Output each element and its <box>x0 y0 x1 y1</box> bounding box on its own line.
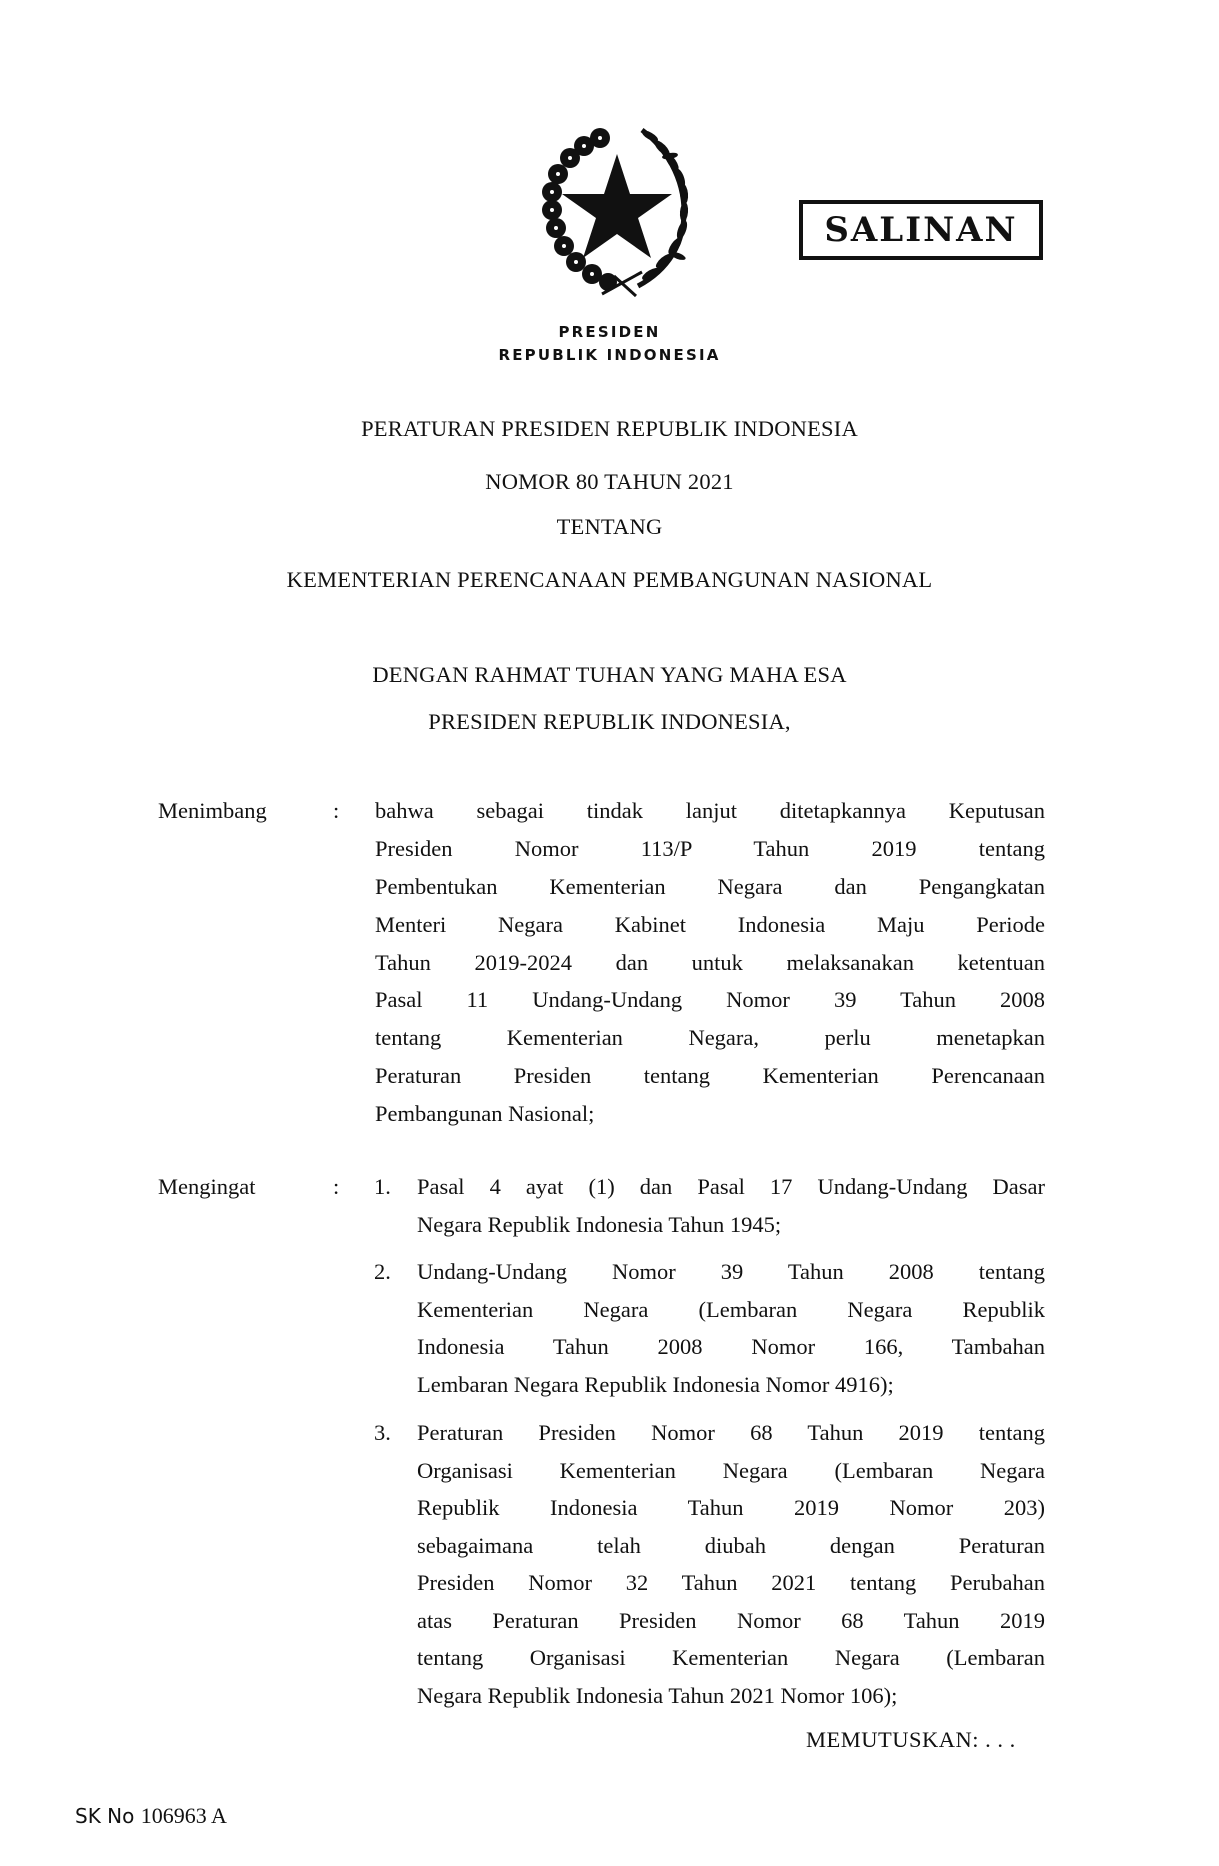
mengingat-item-2 <box>417 1258 1045 1408</box>
mengingat-item-number: 1. <box>374 1174 391 1199</box>
mengingat-line: Undang-Undang Nomor 39 Tahun 2008 tentang <box>417 1259 1045 1284</box>
mengingat-line: Kementerian Negara (Lembaran Negara Republik <box>417 1296 1045 1322</box>
office-header-republic: REPUBLIK INDONESIA <box>498 346 721 364</box>
menimbang-line: tentang Kementerian Negara, perlu menetapkan <box>375 1025 1045 1051</box>
mengingat-colon: : <box>333 1174 340 1199</box>
mengingat-item-1 <box>417 1173 1045 1248</box>
menimbang-line: Menteri Negara Kabinet Indonesia Maju Periode <box>375 911 1045 937</box>
mengingat-item-3 <box>417 1419 1045 1719</box>
mengingat-line: Peraturan Presiden Nomor 68 Tahun 2019 tentang <box>417 1420 1045 1445</box>
office-header-president: PRESIDEN <box>558 323 661 341</box>
mengingat-item-number: 2. <box>374 1259 391 1284</box>
mengingat-line: Negara Republik Indonesia Tahun 1945; <box>417 1211 782 1237</box>
menimbang-line: Presiden Nomor 113/P Tahun 2019 tentang <box>375 835 1045 861</box>
menimbang-line: bahwa sebagai tindak lanjut ditetapkannya Keputusan <box>375 798 1045 823</box>
sk-prefix: SK No <box>75 1804 135 1828</box>
menimbang-colon: : <box>333 798 340 823</box>
presidential-emblem-icon <box>538 126 694 298</box>
menimbang-line: Pembentukan Kementerian Negara dan Pengangkatan <box>375 873 1045 899</box>
regulation-type: PERATURAN PRESIDEN REPUBLIK INDONESIA <box>361 416 858 441</box>
regulation-number: NOMOR 80 TAHUN 2021 <box>485 469 734 494</box>
mengingat-label: Mengingat <box>158 1174 256 1199</box>
mengingat-line: Lembaran Negara Republik Indonesia Nomor 4916); <box>417 1371 894 1397</box>
mengingat-line: tentang Organisasi Kementerian Negara (Lembaran <box>417 1645 1045 1670</box>
mengingat-line: Presiden Nomor 32 Tahun 2021 tentang Perubahan <box>417 1570 1045 1595</box>
sk-number <box>75 1803 227 1829</box>
menimbang-line: Pembangunan Nasional; <box>375 1101 595 1127</box>
mengingat-line: Organisasi Kementerian Negara (Lembaran Negara <box>417 1457 1045 1483</box>
mengingat-line: atas Peraturan Presiden Nomor 68 Tahun 2019 <box>417 1607 1045 1633</box>
mengingat-line: Negara Republik Indonesia Tahun 2021 Nomor 106); <box>417 1682 898 1708</box>
mengingat-line: Republik Indonesia Tahun 2019 Nomor 203) <box>417 1495 1045 1520</box>
menimbang-line: Peraturan Presiden tentang Kementerian Perencanaan <box>375 1063 1045 1089</box>
menimbang-body <box>375 797 1045 1138</box>
sk-number-value: 106963 A <box>140 1803 227 1828</box>
mengingat-line: sebagaimana telah diubah dengan Peraturan <box>417 1532 1045 1558</box>
regulation-subject: KEMENTERIAN PERENCANAAN PEMBANGUNAN NASIONAL <box>286 567 933 592</box>
menimbang-line: Pasal 11 Undang-Undang Nomor 39 Tahun 2008 <box>375 987 1045 1013</box>
salinan-stamp <box>799 200 1043 260</box>
mengingat-line: Pasal 4 ayat (1) dan Pasal 17 Undang-Undang Dasar <box>417 1174 1045 1199</box>
preamble-president: PRESIDEN REPUBLIK INDONESIA, <box>428 709 791 734</box>
menimbang-label: Menimbang <box>158 798 267 823</box>
mengingat-line: Indonesia Tahun 2008 Nomor 166, Tambahan <box>417 1334 1045 1359</box>
salinan-label: SALINAN <box>824 210 1018 250</box>
mengingat-item-number: 3. <box>374 1420 391 1445</box>
preamble-invocation: DENGAN RAHMAT TUHAN YANG MAHA ESA <box>372 662 847 687</box>
next-page-catchword: MEMUTUSKAN: . . . <box>806 1727 1016 1752</box>
regulation-about-label: TENTANG <box>556 514 663 539</box>
menimbang-line: Tahun 2019-2024 dan untuk melaksanakan ketentuan <box>375 949 1045 975</box>
